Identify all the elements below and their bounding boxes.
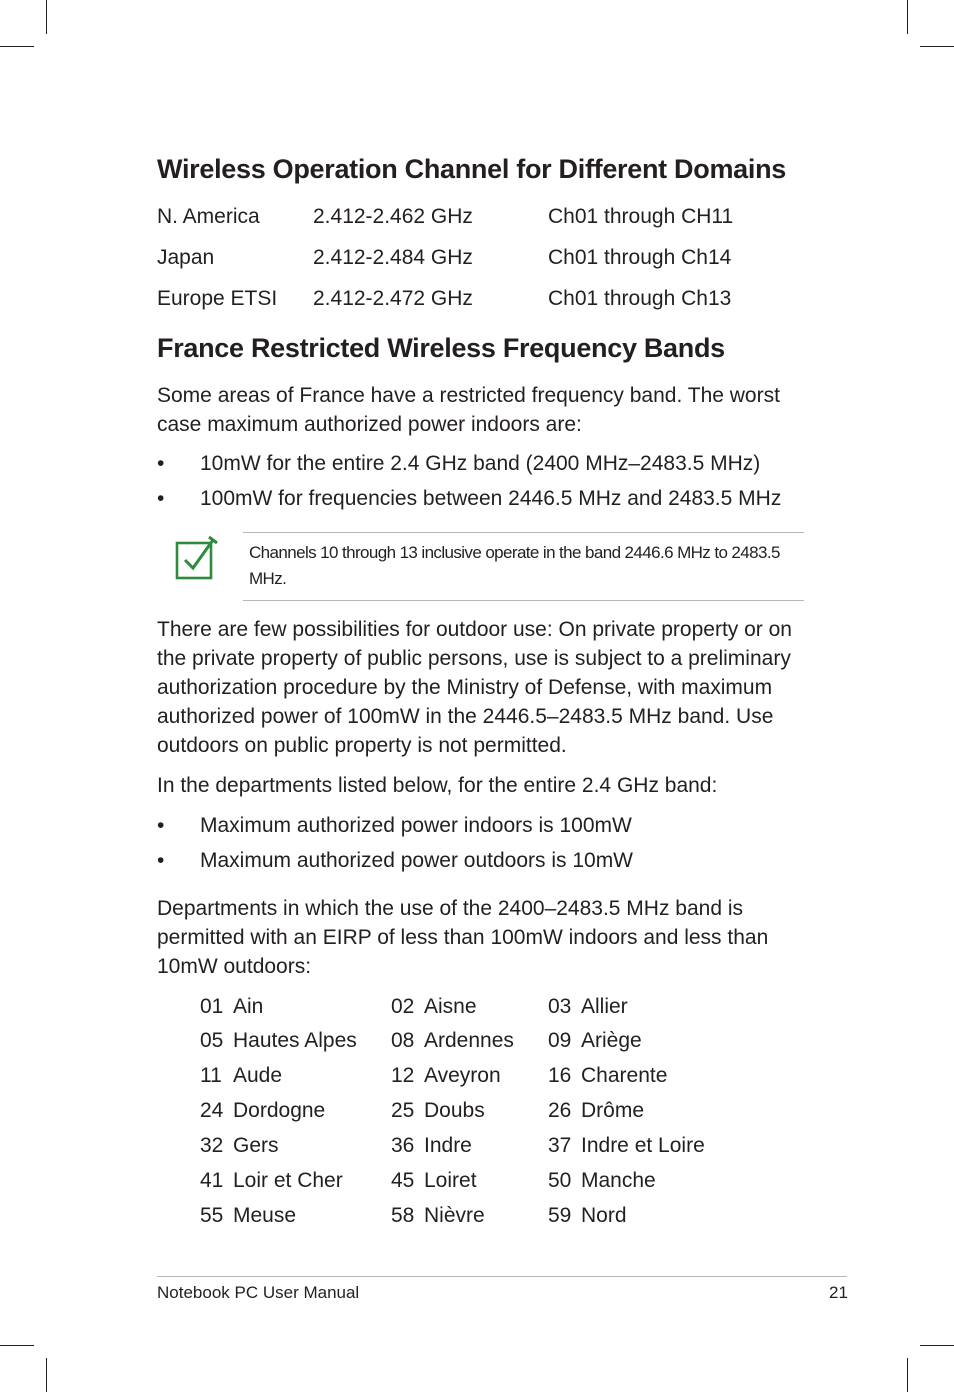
crop-mark bbox=[920, 46, 954, 47]
crop-mark bbox=[920, 1345, 954, 1346]
table-cell-channels: Ch01 through Ch14 bbox=[548, 246, 732, 269]
section-title: France Restricted Wireless Frequency Bands bbox=[157, 333, 725, 363]
department-item bbox=[391, 995, 477, 1019]
department-number: 03 bbox=[548, 995, 572, 1018]
list-item-text: Maximum authorized power outdoors is 10mW bbox=[200, 849, 634, 872]
department-number: 01 bbox=[200, 995, 224, 1018]
department-item bbox=[200, 1204, 296, 1228]
table-cell-channels: Ch01 through Ch13 bbox=[548, 287, 732, 310]
bullet-marker: • bbox=[157, 814, 165, 837]
department-item bbox=[200, 1134, 279, 1158]
department-name: Ariège bbox=[581, 1029, 642, 1052]
department-item bbox=[391, 1204, 485, 1228]
department-name: Indre bbox=[424, 1134, 472, 1157]
outdoor-paragraph: There are few possibilities for outdoor use: On private property or on the private property of public persons, use is subject to a preliminary authorization procedure by the Ministry of Defense, with maximum authorized power of 100mW in the 2446.5–2483.5 MHz band. Use outdoors on public property is not permitted. bbox=[157, 618, 792, 757]
dept-intro-paragraph: In the departments listed below, for the entire 2.4 GHz band: bbox=[157, 774, 718, 797]
department-name: Gers bbox=[233, 1134, 279, 1157]
intro-paragraph: Some areas of France have a restricted frequency band. The worst case maximum authorized power indoors are: bbox=[157, 384, 780, 436]
table-cell-region: Japan bbox=[157, 246, 215, 269]
departments-paragraph: Departments in which the use of the 2400–2483.5 MHz band is permitted with an EIRP of less than 100mW indoors and less than 10mW outdoors: bbox=[157, 897, 769, 978]
crop-mark bbox=[0, 46, 34, 47]
footer-title: Notebook PC User Manual bbox=[157, 1283, 360, 1302]
department-name: Ardennes bbox=[424, 1029, 514, 1052]
crop-mark bbox=[46, 1358, 47, 1392]
crop-mark bbox=[0, 1345, 34, 1346]
department-number: 08 bbox=[391, 1029, 415, 1052]
department-name: Nièvre bbox=[424, 1204, 485, 1227]
department-number: 11 bbox=[200, 1064, 222, 1087]
department-item bbox=[391, 1169, 477, 1193]
table-cell-freq: 2.412-2.472 GHz bbox=[313, 287, 473, 310]
department-name: Ain bbox=[233, 995, 264, 1018]
bullet-marker: • bbox=[157, 487, 165, 510]
department-item bbox=[548, 1169, 656, 1193]
note-text: Channels 10 through 13 inclusive operate in the band 2446.6 MHz to 2483.5 MHz. bbox=[249, 543, 780, 588]
bullet-marker: • bbox=[157, 849, 165, 872]
department-number: 36 bbox=[391, 1134, 415, 1157]
department-number: 59 bbox=[548, 1204, 572, 1227]
department-number: 12 bbox=[391, 1064, 415, 1087]
department-item bbox=[391, 1064, 501, 1088]
department-number: 58 bbox=[391, 1204, 415, 1227]
department-item bbox=[548, 1134, 705, 1158]
department-name: Doubs bbox=[424, 1099, 485, 1122]
table-cell-freq: 2.412-2.462 GHz bbox=[313, 205, 473, 228]
department-number: 32 bbox=[200, 1134, 224, 1157]
department-name: Nord bbox=[581, 1204, 627, 1227]
list-item-text: 100mW for frequencies between 2446.5 MHz and 2483.5 MHz bbox=[200, 487, 782, 510]
department-number: 50 bbox=[548, 1169, 572, 1192]
department-number: 02 bbox=[391, 995, 415, 1018]
footer-rule bbox=[157, 1276, 847, 1277]
department-item bbox=[548, 1099, 644, 1123]
department-name: Loiret bbox=[424, 1169, 477, 1192]
list-item-text: 10mW for the entire 2.4 GHz band (2400 MHz–2483.5 MHz) bbox=[200, 452, 761, 475]
department-item bbox=[200, 1099, 325, 1123]
department-number: 09 bbox=[548, 1029, 572, 1052]
department-item bbox=[391, 1029, 514, 1053]
department-name: Indre et Loire bbox=[581, 1134, 705, 1157]
department-number: 25 bbox=[391, 1099, 415, 1122]
table-cell-region: N. America bbox=[157, 205, 260, 228]
bullet-marker: • bbox=[157, 452, 165, 475]
page-number: 21 bbox=[829, 1283, 848, 1302]
table-cell-freq: 2.412-2.484 GHz bbox=[313, 246, 473, 269]
department-number: 24 bbox=[200, 1099, 224, 1122]
crop-mark bbox=[46, 0, 47, 34]
crop-mark bbox=[907, 0, 908, 34]
department-name: Hautes Alpes bbox=[233, 1029, 357, 1052]
department-item bbox=[200, 1029, 357, 1053]
department-number: 26 bbox=[548, 1099, 572, 1122]
department-number: 41 bbox=[200, 1169, 224, 1192]
department-item bbox=[548, 1029, 642, 1053]
department-item bbox=[200, 995, 263, 1019]
department-name: Aveyron bbox=[424, 1064, 501, 1087]
department-name: Allier bbox=[581, 995, 628, 1018]
department-name: Aude bbox=[233, 1064, 283, 1087]
department-name: Manche bbox=[581, 1169, 656, 1192]
department-item bbox=[391, 1099, 485, 1123]
department-item bbox=[548, 1204, 627, 1228]
department-name: Drôme bbox=[581, 1099, 645, 1122]
department-number: 45 bbox=[391, 1169, 415, 1192]
note-bottom-rule bbox=[243, 600, 804, 601]
department-name: Charente bbox=[581, 1064, 668, 1087]
table-cell-region: Europe ETSI bbox=[157, 287, 278, 310]
department-number: 05 bbox=[200, 1029, 224, 1052]
note-pencil-icon bbox=[173, 534, 219, 582]
department-number: 16 bbox=[548, 1064, 572, 1087]
department-name: Meuse bbox=[233, 1204, 297, 1227]
section-title: Wireless Operation Channel for Different Domains bbox=[157, 154, 786, 184]
department-name: Dordogne bbox=[233, 1099, 326, 1122]
department-number: 55 bbox=[200, 1204, 224, 1227]
department-item bbox=[200, 1064, 282, 1088]
department-number: 37 bbox=[548, 1134, 572, 1157]
department-name: Aisne bbox=[424, 995, 477, 1018]
note-top-rule bbox=[243, 532, 804, 533]
department-name: Loir et Cher bbox=[233, 1169, 343, 1192]
department-item bbox=[548, 995, 628, 1019]
department-item bbox=[391, 1134, 472, 1158]
crop-mark bbox=[907, 1358, 908, 1392]
table-cell-channels: Ch01 through CH11 bbox=[548, 205, 734, 228]
department-item bbox=[548, 1064, 667, 1088]
department-item bbox=[200, 1169, 343, 1193]
list-item-text: Maximum authorized power indoors is 100mW bbox=[200, 814, 632, 837]
